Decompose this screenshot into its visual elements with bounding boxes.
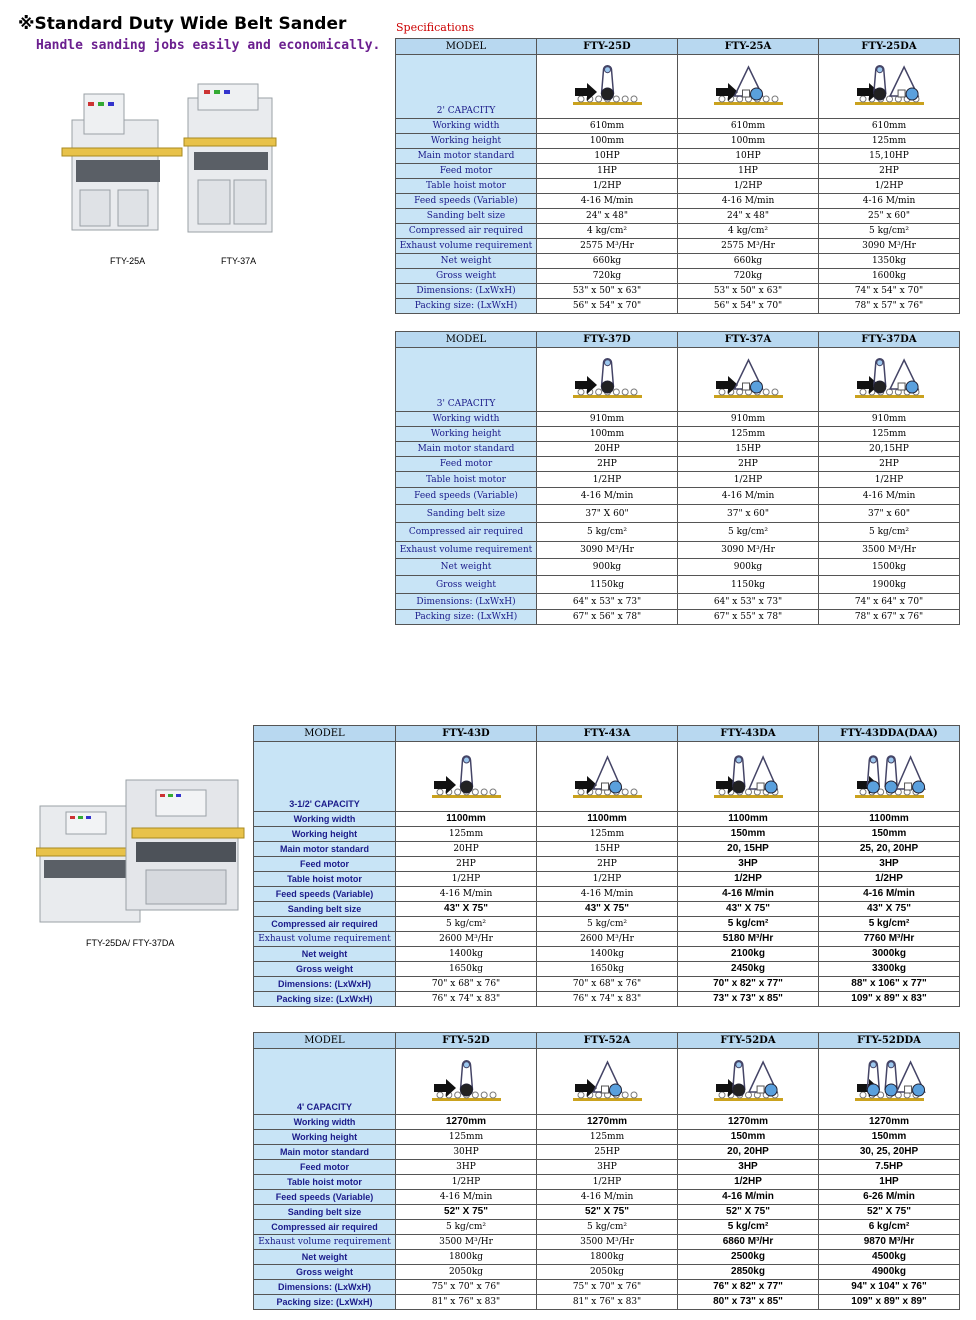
capacity-label: 3' CAPACITY — [396, 348, 537, 412]
diagram-cell — [819, 348, 960, 412]
spec-label: Net weight — [396, 254, 537, 269]
spec-value: 3300kg — [819, 962, 960, 977]
spec-value: 78" x 57" x 76" — [819, 299, 960, 314]
model-name: FTY-25D — [537, 39, 678, 55]
spec-value: 4-16 M/min — [678, 887, 819, 902]
spec-label: Feed motor — [254, 857, 396, 872]
spec-value: 2HP — [678, 457, 819, 472]
spec-table-1 — [395, 38, 960, 314]
spec-value: 900kg — [537, 559, 678, 576]
spec-value: 7.5HP — [819, 1160, 960, 1175]
spec-value: 4500kg — [819, 1250, 960, 1265]
sander-diagram-da — [849, 353, 930, 407]
spec-value: 37" x 60" — [678, 505, 819, 523]
spec-value: 4-16 M/min — [537, 488, 678, 505]
model-name: FTY-43A — [537, 726, 678, 742]
model-header: MODEL — [396, 332, 537, 348]
spec-value: 94" x 104" x 76" — [819, 1280, 960, 1295]
spec-value: 25" x 60" — [819, 209, 960, 224]
model-name: FTY-43DDA(DAA) — [819, 726, 960, 742]
spec-label: Feed speeds (Variable) — [254, 887, 396, 902]
spec-value: 3500 M³/Hr — [819, 542, 960, 559]
spec-value: 2050kg — [396, 1265, 537, 1280]
spec-value: 3HP — [537, 1160, 678, 1175]
spec-value: 660kg — [678, 254, 819, 269]
spec-value: 20HP — [396, 842, 537, 857]
spec-value: 4-16 M/min — [819, 488, 960, 505]
sander-diagram-a — [708, 353, 789, 407]
spec-value: 1900kg — [819, 576, 960, 594]
model-name: FTY-52DDA — [819, 1033, 960, 1049]
spec-label: Packing size: (LxWxH) — [396, 610, 537, 625]
spec-label: Table hoist motor — [254, 872, 396, 887]
spec-value: 76" x 74" x 83" — [396, 992, 537, 1007]
spec-value: 56" x 54" x 70" — [537, 299, 678, 314]
spec-value: 3HP — [819, 857, 960, 872]
spec-label: Feed speeds (Variable) — [396, 488, 537, 505]
spec-value: 10HP — [537, 149, 678, 164]
spec-value: 5 kg/cm² — [819, 523, 960, 542]
spec-value: 1/2HP — [537, 472, 678, 488]
sander-diagram-d — [426, 1054, 507, 1110]
spec-value: 5 kg/cm² — [678, 523, 819, 542]
spec-value: 4-16 M/min — [396, 1190, 537, 1205]
spec-value: 910mm — [678, 412, 819, 427]
spec-value: 37" X 60" — [537, 505, 678, 523]
spec-value: 5 kg/cm² — [819, 917, 960, 932]
spec-value: 1HP — [678, 164, 819, 179]
spec-value: 74" x 64" x 70" — [819, 594, 960, 610]
sander-diagram-a — [708, 60, 789, 114]
diagram-cell — [396, 742, 537, 812]
spec-value: 53" x 50" x 63" — [537, 284, 678, 299]
spec-value: 5 kg/cm² — [678, 917, 819, 932]
spec-value: 2575 M³/Hr — [537, 239, 678, 254]
diagram-cell — [678, 742, 819, 812]
spec-value: 20,15HP — [819, 442, 960, 457]
spec-label: Working width — [254, 1115, 396, 1130]
spec-value: 4-16 M/min — [537, 1190, 678, 1205]
spec-label: Feed motor — [396, 164, 537, 179]
spec-value: 3090 M³/Hr — [537, 542, 678, 559]
spec-value: 1100mm — [396, 812, 537, 827]
spec-value: 125mm — [537, 827, 678, 842]
spec-value: 2575 M³/Hr — [678, 239, 819, 254]
spec-value: 2600 M³/Hr — [537, 932, 678, 947]
spec-value: 1HP — [819, 1175, 960, 1190]
spec-label: Main motor standard — [254, 842, 396, 857]
spec-value: 76" x 74" x 83" — [537, 992, 678, 1007]
spec-label: Dimensions: (LxWxH) — [254, 1280, 396, 1295]
spec-label: Working width — [254, 812, 396, 827]
spec-value: 3HP — [678, 857, 819, 872]
spec-value: 1/2HP — [678, 472, 819, 488]
spec-value: 1650kg — [396, 962, 537, 977]
spec-value: 1100mm — [819, 812, 960, 827]
machine-photo-fty25da-fty37da — [36, 776, 246, 926]
spec-value: 1/2HP — [396, 872, 537, 887]
model-name: FTY-25DA — [819, 39, 960, 55]
capacity-label: 4' CAPACITY — [254, 1049, 396, 1115]
spec-value: 80" x 73" x 85" — [678, 1295, 819, 1310]
sander-diagram-a — [567, 1054, 648, 1110]
spec-value: 4-16 M/min — [396, 887, 537, 902]
spec-label: Working height — [254, 1130, 396, 1145]
diagram-cell — [396, 1049, 537, 1115]
model-name: FTY-37A — [678, 332, 819, 348]
spec-value: 73" x 73" x 85" — [678, 992, 819, 1007]
spec-value: 3500 M³/Hr — [396, 1235, 537, 1250]
spec-value: 15HP — [678, 442, 819, 457]
model-name: FTY-37DA — [819, 332, 960, 348]
spec-label: Compressed air required — [396, 523, 537, 542]
spec-value: 52" X 75" — [537, 1205, 678, 1220]
spec-value: 4-16 M/min — [537, 194, 678, 209]
spec-value: 3HP — [396, 1160, 537, 1175]
spec-value: 76" x 82" x 77" — [678, 1280, 819, 1295]
spec-value: 1150kg — [537, 576, 678, 594]
spec-value: 109" x 89" x 83" — [819, 992, 960, 1007]
spec-label: Main motor standard — [254, 1145, 396, 1160]
spec-value: 6860 M³/Hr — [678, 1235, 819, 1250]
spec-value: 6 kg/cm² — [819, 1220, 960, 1235]
spec-value: 720kg — [678, 269, 819, 284]
diagram-cell — [819, 742, 960, 812]
model-name: FTY-52DA — [678, 1033, 819, 1049]
spec-label: Net weight — [254, 1250, 396, 1265]
spec-value: 81" x 76" x 83" — [396, 1295, 537, 1310]
spec-value: 52" X 75" — [819, 1205, 960, 1220]
spec-value: 3090 M³/Hr — [819, 239, 960, 254]
spec-label: Dimensions: (LxWxH) — [254, 977, 396, 992]
caption-fty25a: FTY-25A — [110, 256, 146, 266]
spec-label: Table hoist motor — [396, 472, 537, 488]
spec-value: 1/2HP — [537, 179, 678, 194]
spec-value: 1270mm — [819, 1115, 960, 1130]
diagram-cell — [537, 1049, 678, 1115]
spec-value: 610mm — [819, 119, 960, 134]
spec-value: 660kg — [537, 254, 678, 269]
spec-value: 20, 20HP — [678, 1145, 819, 1160]
spec-value: 43" X 75" — [678, 902, 819, 917]
spec-value: 20HP — [537, 442, 678, 457]
spec-value: 1/2HP — [396, 1175, 537, 1190]
spec-value: 2450kg — [678, 962, 819, 977]
spec-value: 15HP — [537, 842, 678, 857]
spec-label: Dimensions: (LxWxH) — [396, 594, 537, 610]
spec-label: Exhaust volume requirement — [254, 1235, 396, 1250]
sander-diagram-da — [708, 747, 789, 807]
spec-value: 20, 15HP — [678, 842, 819, 857]
spec-value: 720kg — [537, 269, 678, 284]
spec-value: 610mm — [678, 119, 819, 134]
spec-value: 75" x 70" x 76" — [396, 1280, 537, 1295]
spec-value: 43" X 75" — [396, 902, 537, 917]
spec-value: 67" x 56" x 78" — [537, 610, 678, 625]
spec-value: 4-16 M/min — [678, 194, 819, 209]
spec-value: 3500 M³/Hr — [537, 1235, 678, 1250]
model-header: MODEL — [254, 1033, 396, 1049]
diagram-cell — [678, 55, 819, 119]
spec-label: Net weight — [254, 947, 396, 962]
spec-label: Gross weight — [396, 269, 537, 284]
spec-value: 75" x 70" x 76" — [537, 1280, 678, 1295]
spec-value: 150mm — [819, 827, 960, 842]
spec-value: 910mm — [537, 412, 678, 427]
spec-value: 100mm — [678, 134, 819, 149]
diagram-cell — [537, 348, 678, 412]
spec-label: Working height — [254, 827, 396, 842]
spec-label: Compressed air required — [396, 224, 537, 239]
spec-value: 74" x 54" x 70" — [819, 284, 960, 299]
spec-label: Working width — [396, 412, 537, 427]
spec-value: 1/2HP — [678, 179, 819, 194]
spec-value: 1/2HP — [819, 179, 960, 194]
spec-value: 7760 M³/Hr — [819, 932, 960, 947]
spec-value: 1/2HP — [678, 1175, 819, 1190]
sander-diagram-da — [708, 1054, 789, 1110]
spec-value: 4-16 M/min — [678, 1190, 819, 1205]
spec-value: 53" x 50" x 63" — [678, 284, 819, 299]
spec-value: 56" x 54" x 70" — [678, 299, 819, 314]
spec-label: Feed motor — [396, 457, 537, 472]
spec-value: 100mm — [537, 427, 678, 442]
spec-value: 5 kg/cm² — [396, 917, 537, 932]
spec-label: Feed motor — [254, 1160, 396, 1175]
spec-value: 1100mm — [678, 812, 819, 827]
spec-value: 9870 M³/Hr — [819, 1235, 960, 1250]
spec-label: Dimensions: (LxWxH) — [396, 284, 537, 299]
spec-value: 52" X 75" — [678, 1205, 819, 1220]
model-name: FTY-43DA — [678, 726, 819, 742]
spec-table-4 — [253, 1032, 960, 1310]
spec-value: 30, 25, 20HP — [819, 1145, 960, 1160]
spec-value: 1270mm — [396, 1115, 537, 1130]
capacity-label: 2' CAPACITY — [396, 55, 537, 119]
spec-value: 70" x 68" x 76" — [537, 977, 678, 992]
spec-label: Net weight — [396, 559, 537, 576]
sander-diagram-da — [849, 60, 930, 114]
spec-value: 1650kg — [537, 962, 678, 977]
spec-value: 2600 M³/Hr — [396, 932, 537, 947]
spec-label: Main motor standard — [396, 442, 537, 457]
spec-value: 1400kg — [396, 947, 537, 962]
sander-diagram-d — [567, 353, 648, 407]
spec-value: 3000kg — [819, 947, 960, 962]
spec-value: 2100kg — [678, 947, 819, 962]
spec-value: 150mm — [678, 1130, 819, 1145]
spec-value: 1/2HP — [678, 872, 819, 887]
spec-value: 125mm — [396, 1130, 537, 1145]
diagram-cell — [678, 348, 819, 412]
spec-value: 24" x 48" — [678, 209, 819, 224]
spec-value: 1400kg — [537, 947, 678, 962]
spec-value: 1100mm — [537, 812, 678, 827]
spec-value: 125mm — [819, 427, 960, 442]
spec-value: 5 kg/cm² — [396, 1220, 537, 1235]
spec-label: Working height — [396, 134, 537, 149]
spec-label: Packing size: (LxWxH) — [254, 1295, 396, 1310]
spec-value: 1350kg — [819, 254, 960, 269]
spec-label: Working width — [396, 119, 537, 134]
spec-label: Compressed air required — [254, 917, 396, 932]
spec-value: 125mm — [537, 1130, 678, 1145]
spec-value: 1800kg — [396, 1250, 537, 1265]
spec-value: 4-16 M/min — [678, 488, 819, 505]
spec-label: Gross weight — [396, 576, 537, 594]
spec-value: 2500kg — [678, 1250, 819, 1265]
caption-fty25da-fty37da: FTY-25DA/ FTY-37DA — [86, 938, 175, 948]
spec-value: 910mm — [819, 412, 960, 427]
spec-value: 43" X 75" — [537, 902, 678, 917]
spec-value: 70" x 68" x 76" — [396, 977, 537, 992]
page-title: ※Standard Duty Wide Belt Sander — [18, 14, 347, 34]
model-name: FTY-37D — [537, 332, 678, 348]
caption-fty37a: FTY-37A — [221, 256, 257, 266]
spec-value: 2HP — [396, 857, 537, 872]
spec-value: 30HP — [396, 1145, 537, 1160]
spec-value: 3HP — [678, 1160, 819, 1175]
spec-label: Exhaust volume requirement — [396, 239, 537, 254]
spec-value: 109" x 89" x 89" — [819, 1295, 960, 1310]
diagram-cell — [537, 742, 678, 812]
sander-diagram-d — [426, 747, 507, 807]
spec-value: 64" x 53" x 73" — [537, 594, 678, 610]
spec-label: Exhaust volume requirement — [254, 932, 396, 947]
model-name: FTY-52A — [537, 1033, 678, 1049]
spec-value: 150mm — [819, 1130, 960, 1145]
spec-value: 5 kg/cm² — [537, 917, 678, 932]
spec-value: 67" x 55" x 78" — [678, 610, 819, 625]
spec-value: 5 kg/cm² — [819, 224, 960, 239]
spec-value: 25HP — [537, 1145, 678, 1160]
spec-value: 1800kg — [537, 1250, 678, 1265]
spec-value: 900kg — [678, 559, 819, 576]
diagram-cell — [537, 55, 678, 119]
spec-value: 24" x 48" — [537, 209, 678, 224]
spec-value: 1270mm — [537, 1115, 678, 1130]
spec-label: Compressed air required — [254, 1220, 396, 1235]
spec-label: Feed speeds (Variable) — [396, 194, 537, 209]
spec-value: 15,10HP — [819, 149, 960, 164]
model-name: FTY-43D — [396, 726, 537, 742]
spec-label: Feed speeds (Variable) — [254, 1190, 396, 1205]
spec-value: 100mm — [537, 134, 678, 149]
spec-value: 1270mm — [678, 1115, 819, 1130]
diagram-cell — [819, 55, 960, 119]
spec-label: Sanding belt size — [396, 209, 537, 224]
spec-value: 1HP — [537, 164, 678, 179]
spec-value: 25, 20, 20HP — [819, 842, 960, 857]
spec-value: 4 kg/cm² — [678, 224, 819, 239]
spec-label: Gross weight — [254, 1265, 396, 1280]
spec-label: Exhaust volume requirement — [396, 542, 537, 559]
spec-label: Main motor standard — [396, 149, 537, 164]
spec-value: 5 kg/cm² — [537, 523, 678, 542]
spec-value: 4900kg — [819, 1265, 960, 1280]
spec-value: 52" X 75" — [396, 1205, 537, 1220]
spec-value: 2HP — [537, 857, 678, 872]
spec-label: Table hoist motor — [254, 1175, 396, 1190]
spec-value: 81" x 76" x 83" — [537, 1295, 678, 1310]
spec-value: 125mm — [678, 427, 819, 442]
spec-value: 610mm — [537, 119, 678, 134]
spec-value: 2HP — [819, 164, 960, 179]
spec-value: 1600kg — [819, 269, 960, 284]
spec-value: 5 kg/cm² — [678, 1220, 819, 1235]
spec-value: 1/2HP — [819, 472, 960, 488]
spec-value: 1/2HP — [537, 872, 678, 887]
spec-label: Packing size: (LxWxH) — [396, 299, 537, 314]
sander-diagram-d — [567, 60, 648, 114]
model-name: FTY-25A — [678, 39, 819, 55]
spec-value: 2850kg — [678, 1265, 819, 1280]
spec-value: 5 kg/cm² — [537, 1220, 678, 1235]
model-header: MODEL — [254, 726, 396, 742]
spec-value: 2050kg — [537, 1265, 678, 1280]
spec-value: 70" x 82" x 77" — [678, 977, 819, 992]
spec-table-3 — [253, 725, 960, 1007]
sander-diagram-a — [567, 747, 648, 807]
capacity-label: 3-1/2' CAPACITY — [254, 742, 396, 812]
spec-value: 78" x 67" x 76" — [819, 610, 960, 625]
spec-label: Sanding belt size — [396, 505, 537, 523]
spec-label: Gross weight — [254, 962, 396, 977]
spec-value: 125mm — [396, 827, 537, 842]
spec-value: 88" x 106" x 77" — [819, 977, 960, 992]
spec-value: 1500kg — [819, 559, 960, 576]
spec-value: 2HP — [537, 457, 678, 472]
model-header: MODEL — [396, 39, 537, 55]
spec-value: 64" x 53" x 73" — [678, 594, 819, 610]
spec-value: 4-16 M/min — [819, 194, 960, 209]
spec-value: 1/2HP — [819, 872, 960, 887]
spec-label: Working height — [396, 427, 537, 442]
machine-photo-fty25a-fty37a — [58, 80, 278, 240]
spec-label: Packing size: (LxWxH) — [254, 992, 396, 1007]
diagram-cell — [819, 1049, 960, 1115]
sander-diagram-dda — [849, 1054, 930, 1110]
spec-value: 4 kg/cm² — [537, 224, 678, 239]
spec-table-2 — [395, 331, 960, 625]
spec-value: 43" X 75" — [819, 902, 960, 917]
spec-value: 3090 M³/Hr — [678, 542, 819, 559]
spec-value: 5180 M³/Hr — [678, 932, 819, 947]
spec-value: 150mm — [678, 827, 819, 842]
spec-label: Sanding belt size — [254, 1205, 396, 1220]
spec-value: 2HP — [819, 457, 960, 472]
spec-value: 125mm — [819, 134, 960, 149]
specifications-heading: Specifications — [396, 21, 475, 34]
page-subtitle: Handle sanding jobs easily and economically. — [36, 38, 381, 53]
spec-label: Sanding belt size — [254, 902, 396, 917]
spec-value: 4-16 M/min — [537, 887, 678, 902]
spec-value: 37" x 60" — [819, 505, 960, 523]
spec-value: 4-16 M/min — [819, 887, 960, 902]
sander-diagram-dda — [849, 747, 930, 807]
spec-value: 10HP — [678, 149, 819, 164]
model-name: FTY-52D — [396, 1033, 537, 1049]
spec-value: 1150kg — [678, 576, 819, 594]
spec-value: 1/2HP — [537, 1175, 678, 1190]
diagram-cell — [678, 1049, 819, 1115]
spec-label: Table hoist motor — [396, 179, 537, 194]
spec-value: 6-26 M/min — [819, 1190, 960, 1205]
